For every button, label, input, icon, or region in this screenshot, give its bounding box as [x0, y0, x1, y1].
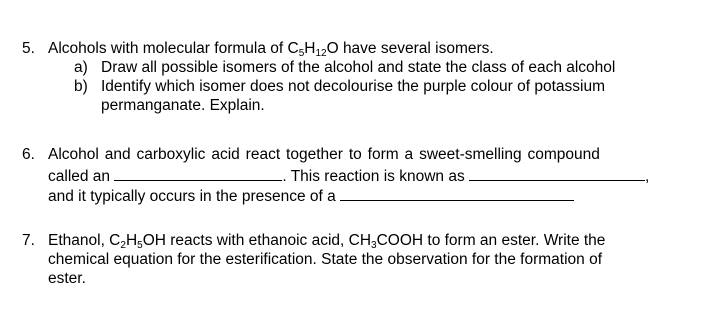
question-number: 7. [22, 232, 35, 249]
question-number: 6. [22, 146, 35, 163]
subpart-label: a) [74, 59, 88, 76]
punctuation: , [645, 168, 650, 185]
question-text: Alcohol and carboxylic acid react together to form a sweet-smelling compound [48, 146, 600, 163]
question-text: called an [48, 168, 111, 185]
answer-blank-3[interactable] [340, 186, 574, 201]
answer-blank-1[interactable] [114, 166, 282, 181]
question-stem: Alcohols with molecular formula of $C_5H_{12}O$ have several isomers. [48, 40, 494, 59]
question-text: . This reaction is known as [282, 168, 465, 185]
subpart-label: b) [74, 78, 88, 95]
question-text: chemical equation for the esterification. State the observation for the formation of [48, 251, 603, 268]
question-number: 5. [22, 40, 35, 57]
answer-blank-2[interactable] [469, 166, 645, 181]
question-text: ester. [48, 270, 86, 287]
question-text: Ethanol, $C_2H_5OH$ reacts with ethanoic acid, $CH_3COOH$ to form an ester. Write the [48, 232, 606, 251]
subpart-b-text-cont: permanganate. Explain. [101, 97, 265, 114]
subpart-b-text: Identify which isomer does not decolourise the purple colour of potassium [101, 78, 606, 95]
subpart-a-text: Draw all possible isomers of the alcohol and state the class of each alcohol [101, 59, 616, 76]
question-text: and it typically occurs in the presence of a [48, 188, 336, 205]
